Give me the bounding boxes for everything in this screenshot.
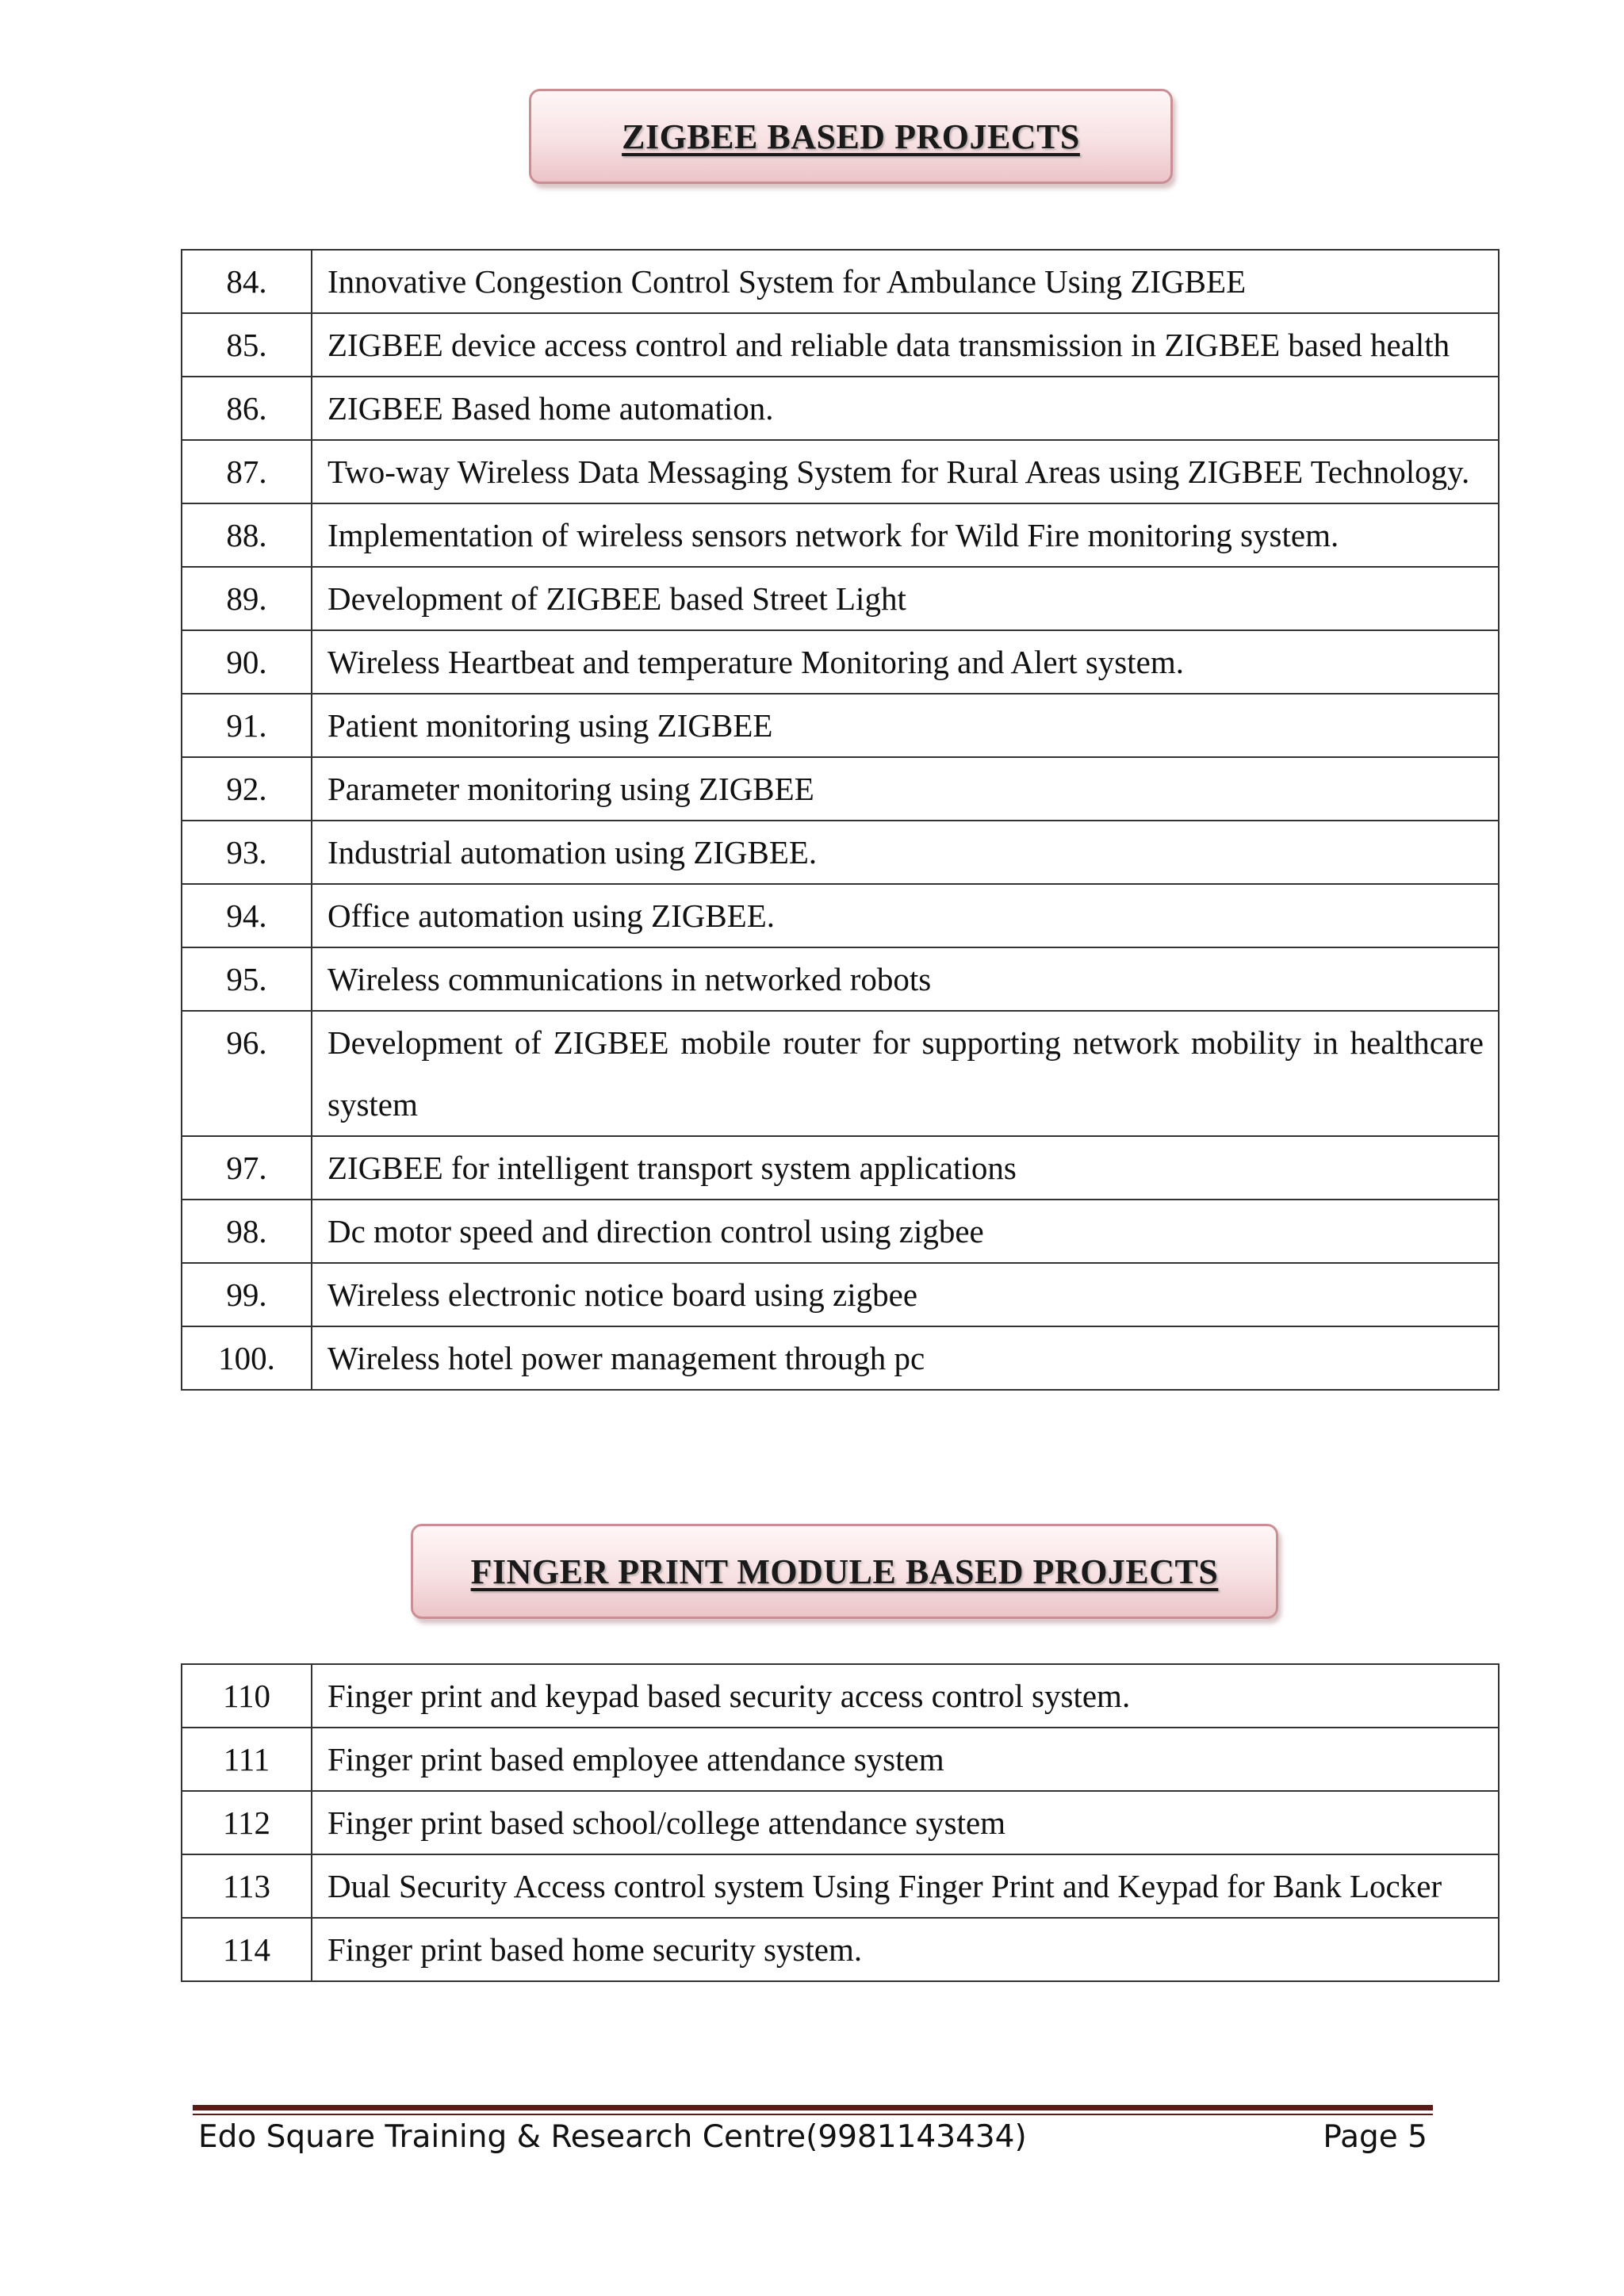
project-number: 85. (182, 313, 312, 377)
project-number: 95. (182, 947, 312, 1011)
project-title: Wireless communications in networked robots (312, 947, 1499, 1011)
project-number: 86. (182, 377, 312, 440)
project-title: Industrial automation using ZIGBEE. (312, 821, 1499, 884)
project-title: Finger print based employee attendance system (312, 1728, 1499, 1791)
project-number: 92. (182, 757, 312, 821)
project-number: 94. (182, 884, 312, 947)
project-title: Patient monitoring using ZIGBEE (312, 694, 1499, 757)
table-row (182, 1200, 1499, 1263)
table-row (182, 1011, 1499, 1136)
project-number: 114 (182, 1918, 312, 1981)
fingerprint-projects-table (181, 1663, 1500, 1982)
table-row (182, 694, 1499, 757)
project-title: Parameter monitoring using ZIGBEE (312, 757, 1499, 821)
table-row (182, 884, 1499, 947)
project-number: 110 (182, 1664, 312, 1728)
table-row (182, 947, 1499, 1011)
table-row (182, 440, 1499, 503)
project-number: 100. (182, 1326, 312, 1390)
footer-divider (193, 2105, 1433, 2110)
project-number: 88. (182, 503, 312, 567)
table-row (182, 821, 1499, 884)
project-title: Finger print based home security system. (312, 1918, 1499, 1981)
project-title: Finger print and keypad based security access control system. (312, 1664, 1499, 1728)
project-title: Wireless Heartbeat and temperature Monitoring and Alert system. (312, 630, 1499, 694)
table-row (182, 1263, 1499, 1326)
table-row (182, 1791, 1499, 1854)
project-title: ZIGBEE Based home automation. (312, 377, 1499, 440)
project-title: Two-way Wireless Data Messaging System for Rural Areas using ZIGBEE Technology. (312, 440, 1499, 503)
project-number: 87. (182, 440, 312, 503)
table-row (182, 377, 1499, 440)
project-number: 84. (182, 250, 312, 313)
section-title: ZIGBEE BASED PROJECTS (622, 117, 1080, 156)
project-number: 96. (182, 1011, 312, 1136)
project-number: 113 (182, 1854, 312, 1918)
project-title: Development of ZIGBEE based Street Light (312, 567, 1499, 630)
section-banner-zigbee (529, 89, 1173, 184)
section-title: FINGER PRINT MODULE BASED PROJECTS (470, 1552, 1219, 1591)
table-row (182, 503, 1499, 567)
footer-divider-thin (193, 2114, 1433, 2115)
table-row (182, 1728, 1499, 1791)
footer-organization: Edo Square Training & Research Centre(9981143434) (198, 2119, 1027, 2155)
page-number: Page 5 (1323, 2119, 1427, 2155)
project-number: 93. (182, 821, 312, 884)
table-row (182, 1326, 1499, 1390)
project-number: 89. (182, 567, 312, 630)
project-title: Innovative Congestion Control System for Ambulance Using ZIGBEE (312, 250, 1499, 313)
fingerprint-table-body (182, 1664, 1499, 1981)
table-row (182, 1918, 1499, 1981)
section-banner-fingerprint (411, 1524, 1278, 1619)
project-number: 90. (182, 630, 312, 694)
zigbee-projects-table (181, 249, 1500, 1391)
zigbee-table-body (182, 250, 1499, 1390)
table-row (182, 630, 1499, 694)
project-title: ZIGBEE for intelligent transport system applications (312, 1136, 1499, 1200)
project-title: Dc motor speed and direction control using zigbee (312, 1200, 1499, 1263)
project-number: 112 (182, 1791, 312, 1854)
table-row (182, 757, 1499, 821)
project-title: Finger print based school/college attendance system (312, 1791, 1499, 1854)
project-title: ZIGBEE device access control and reliable data transmission in ZIGBEE based health (312, 313, 1499, 377)
project-number: 111 (182, 1728, 312, 1791)
table-row (182, 250, 1499, 313)
project-title: Development of ZIGBEE mobile router for supporting network mobility in healthcare system (312, 1011, 1499, 1136)
project-title: Dual Security Access control system Using Finger Print and Keypad for Bank Locker (312, 1854, 1499, 1918)
table-row (182, 313, 1499, 377)
table-row (182, 1854, 1499, 1918)
project-number: 91. (182, 694, 312, 757)
table-row (182, 567, 1499, 630)
project-number: 97. (182, 1136, 312, 1200)
table-row (182, 1664, 1499, 1728)
project-number: 99. (182, 1263, 312, 1326)
project-title: Office automation using ZIGBEE. (312, 884, 1499, 947)
project-number: 98. (182, 1200, 312, 1263)
project-title: Wireless electronic notice board using zigbee (312, 1263, 1499, 1326)
project-title: Implementation of wireless sensors network for Wild Fire monitoring system. (312, 503, 1499, 567)
table-row (182, 1136, 1499, 1200)
project-title: Wireless hotel power management through pc (312, 1326, 1499, 1390)
